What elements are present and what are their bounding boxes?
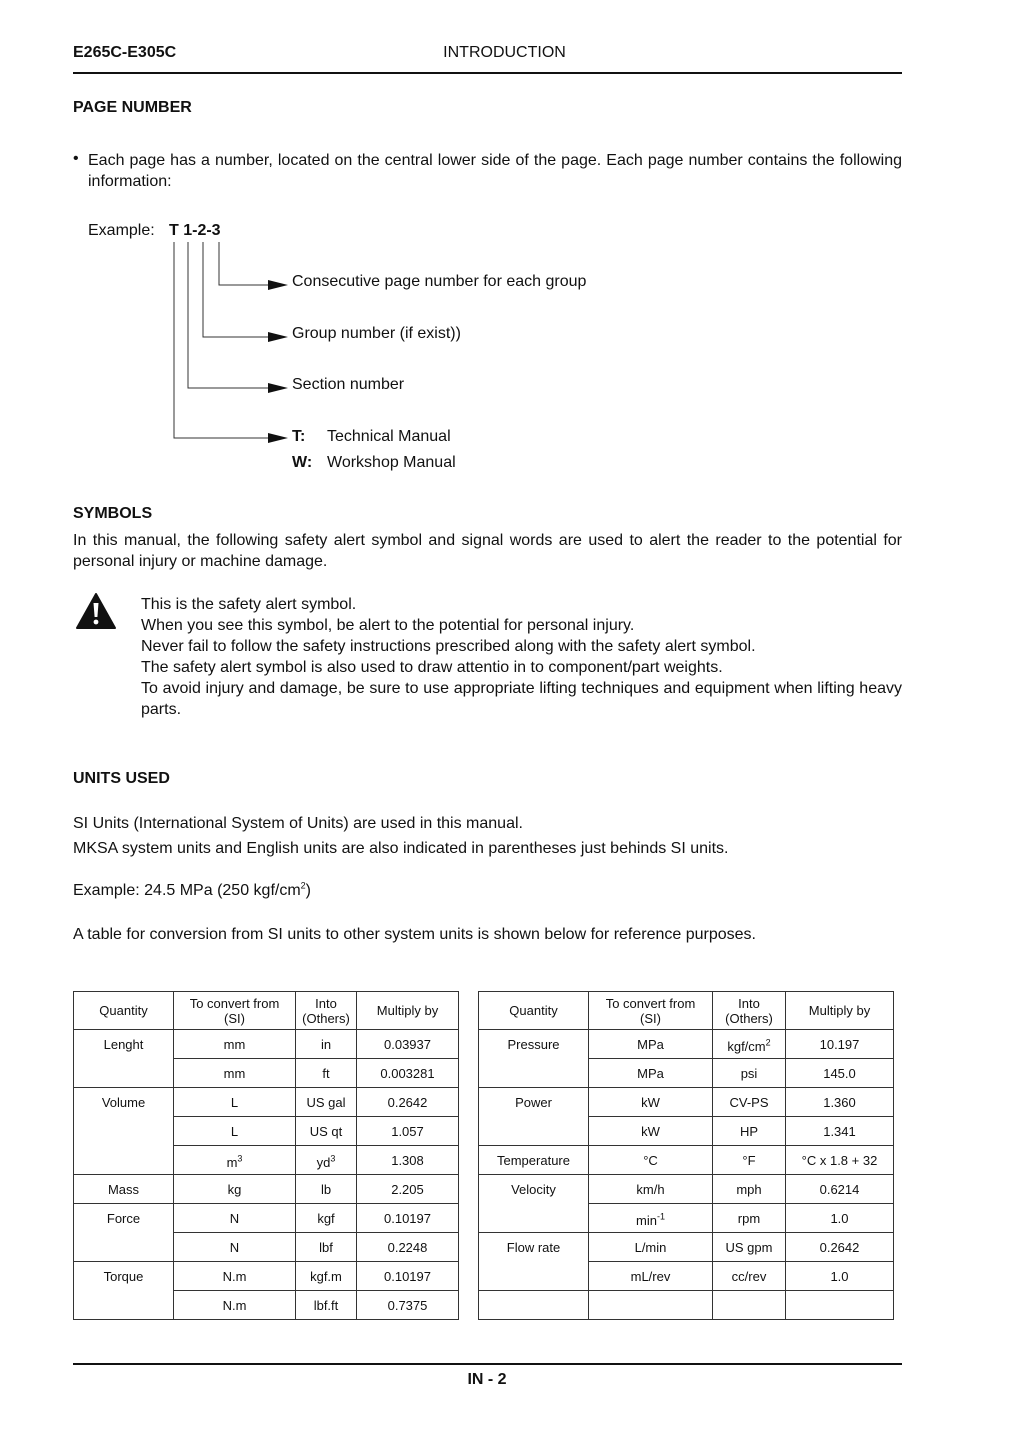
page-number: IN - 2 (467, 1371, 507, 1388)
arrow-icon (268, 383, 288, 393)
header-rule (73, 72, 902, 74)
into-cell: ft (296, 1059, 357, 1088)
units-mksa-line: MKSA system units and English units are also indicated in parentheses just behinds SI units. (73, 840, 729, 857)
column-header-from: To convert from (SI) (174, 992, 296, 1030)
column-header-quantity: Quantity (74, 992, 174, 1030)
page-number-description: Each page has a number, located on the central lower side of the page. Each page number contains the following information: (88, 152, 902, 190)
document-model: E265C-E305C (73, 44, 177, 61)
symbols-heading: SYMBOLS (73, 505, 153, 522)
multiply-cell: 0.10197 (357, 1262, 459, 1291)
from-cell: L/min (589, 1233, 713, 1262)
units-heading: UNITS USED (73, 770, 170, 787)
quantity-cell: Volume (74, 1088, 174, 1175)
group-connector (203, 242, 272, 337)
from-cell: mm (174, 1030, 296, 1059)
quantity-cell: Lenght (74, 1030, 174, 1088)
multiply-cell: 145.0 (786, 1059, 894, 1088)
table-row (479, 1088, 894, 1117)
arrow-icon (268, 332, 288, 342)
into-cell: lb (296, 1175, 357, 1204)
into-cell: HP (713, 1117, 786, 1146)
multiply-cell: 0.10197 (357, 1204, 459, 1233)
symbols-intro: In this manual, the following safety alert symbol and signal words are used to alert the reader to the potential for personal injury or machine damage. (73, 532, 902, 570)
table-row (479, 1146, 894, 1175)
conversion-table-right (478, 991, 894, 1320)
table-row (74, 1204, 459, 1233)
units-example: Example: 24.5 MPa (250 kgf/$cm^2$) (73, 880, 311, 899)
quantity-cell: Flow rate (479, 1233, 589, 1291)
quantity-cell: Power (479, 1088, 589, 1146)
column-header-into: Into (Others) (296, 992, 357, 1030)
page-number-diagram (160, 238, 300, 448)
from-cell: N (174, 1233, 296, 1262)
into-cell: US gal (296, 1088, 357, 1117)
into-cell: psi (713, 1059, 786, 1088)
from-cell: L (174, 1117, 296, 1146)
quantity-cell: Mass (74, 1175, 174, 1204)
from-cell: N.m (174, 1291, 296, 1320)
page-number-heading: PAGE NUMBER (73, 99, 192, 116)
alert-line: The safety alert symbol is also used to draw attentio in to component/part weights. (141, 659, 723, 676)
alert-line: When you see this symbol, be alert to the potential for personal injury. (141, 617, 635, 634)
quantity-cell: Force (74, 1204, 174, 1262)
multiply-cell: 0.03937 (357, 1030, 459, 1059)
into-cell: in (296, 1030, 357, 1059)
example-label: Example: (88, 222, 155, 239)
column-header-into: Into (Others) (713, 992, 786, 1030)
into-cell: US gpm (713, 1233, 786, 1262)
arrow-icon (268, 433, 288, 443)
units-table-intro: A table for conversion from SI units to other system units is shown below for reference purposes. (73, 926, 756, 943)
alert-description (141, 594, 902, 720)
into-cell: mph (713, 1175, 786, 1204)
from-cell: kg (174, 1175, 296, 1204)
into-cell: rpm (713, 1204, 786, 1233)
empty-cell (479, 1291, 589, 1320)
from-cell: N (174, 1204, 296, 1233)
table-row (74, 1262, 459, 1291)
units-si-line: SI Units (International System of Units) are used in this manual. (73, 815, 523, 832)
manual-type-connector (174, 242, 272, 438)
column-header-from: To convert from (SI) (589, 992, 713, 1030)
from-cell: °C (589, 1146, 713, 1175)
table-header-row (479, 992, 894, 1030)
table-row (479, 1291, 894, 1320)
alert-line: To avoid injury and damage, be sure to use appropriate lifting techniques and equipment when lifting heavy parts. (141, 680, 902, 718)
into-cell: kgf.m (296, 1262, 357, 1291)
bullet-icon: • (73, 150, 79, 167)
column-header-multiply: Multiply by (357, 992, 459, 1030)
from-cell: MPa (589, 1030, 713, 1059)
column-header-quantity: Quantity (479, 992, 589, 1030)
quantity-cell: Velocity (479, 1175, 589, 1233)
into-cell: kgf/$cm^2$ (713, 1030, 786, 1059)
document-section-title: INTRODUCTION (443, 44, 566, 61)
into-cell: $yd^3$ (296, 1146, 357, 1175)
w-key: W: (292, 454, 313, 471)
consecutive-connector (219, 242, 272, 285)
t-value: Technical Manual (327, 428, 451, 445)
alert-line: Never fail to follow the safety instructions prescribed along with the safety alert symbol. (141, 638, 756, 655)
from-cell: L (174, 1088, 296, 1117)
warning-triangle-icon (75, 592, 117, 630)
group-number-label: Group number (if exist)) (292, 325, 461, 342)
w-value: Workshop Manual (327, 454, 456, 471)
table-row (74, 1175, 459, 1204)
example-page-code: T 1-2-3 (169, 222, 221, 239)
consecutive-page-label: Consecutive page number for each group (292, 273, 587, 290)
footer-rule (73, 1363, 902, 1365)
quantity-cell: Torque (74, 1262, 174, 1320)
multiply-cell: 0.2248 (357, 1233, 459, 1262)
from-cell: kW (589, 1088, 713, 1117)
multiply-cell: °C x 1.8 + 32 (786, 1146, 894, 1175)
table-row (479, 1175, 894, 1204)
multiply-cell: 0.2642 (786, 1233, 894, 1262)
multiply-cell: 1.341 (786, 1117, 894, 1146)
multiply-cell: 0.2642 (357, 1088, 459, 1117)
table-row (479, 1030, 894, 1059)
from-cell: kW (589, 1117, 713, 1146)
from-cell: $m^3$ (174, 1146, 296, 1175)
into-cell: lbf (296, 1233, 357, 1262)
table-row (74, 1030, 459, 1059)
multiply-cell: 2.205 (357, 1175, 459, 1204)
quantity-cell: Pressure (479, 1030, 589, 1088)
into-cell: °F (713, 1146, 786, 1175)
from-cell: mm (174, 1059, 296, 1088)
empty-cell (589, 1291, 713, 1320)
multiply-cell: 1.0 (786, 1262, 894, 1291)
multiply-cell: 0.6214 (786, 1175, 894, 1204)
empty-cell (713, 1291, 786, 1320)
into-cell: kgf (296, 1204, 357, 1233)
from-cell: N.m (174, 1262, 296, 1291)
t-key: T: (292, 428, 306, 445)
quantity-cell: Temperature (479, 1146, 589, 1175)
into-cell: lbf.ft (296, 1291, 357, 1320)
empty-cell (786, 1291, 894, 1320)
multiply-cell: 0.7375 (357, 1291, 459, 1320)
multiply-cell: 1.057 (357, 1117, 459, 1146)
table-header-row (74, 992, 459, 1030)
from-cell: mL/rev (589, 1262, 713, 1291)
multiply-cell: 0.003281 (357, 1059, 459, 1088)
alert-line: This is the safety alert symbol. (141, 596, 357, 613)
table-row (74, 1088, 459, 1117)
section-connector (188, 242, 272, 388)
into-cell: US qt (296, 1117, 357, 1146)
table-row (479, 1233, 894, 1262)
column-header-multiply: Multiply by (786, 992, 894, 1030)
section-number-label: Section number (292, 376, 405, 393)
into-cell: cc/rev (713, 1262, 786, 1291)
multiply-cell: 1.360 (786, 1088, 894, 1117)
from-cell: MPa (589, 1059, 713, 1088)
conversion-table-left (73, 991, 459, 1320)
from-cell: $\min^{-1}$ (589, 1204, 713, 1233)
from-cell: km/h (589, 1175, 713, 1204)
arrow-icon (268, 280, 288, 290)
multiply-cell: 1.308 (357, 1146, 459, 1175)
into-cell: CV-PS (713, 1088, 786, 1117)
multiply-cell: 10.197 (786, 1030, 894, 1059)
multiply-cell: 1.0 (786, 1204, 894, 1233)
